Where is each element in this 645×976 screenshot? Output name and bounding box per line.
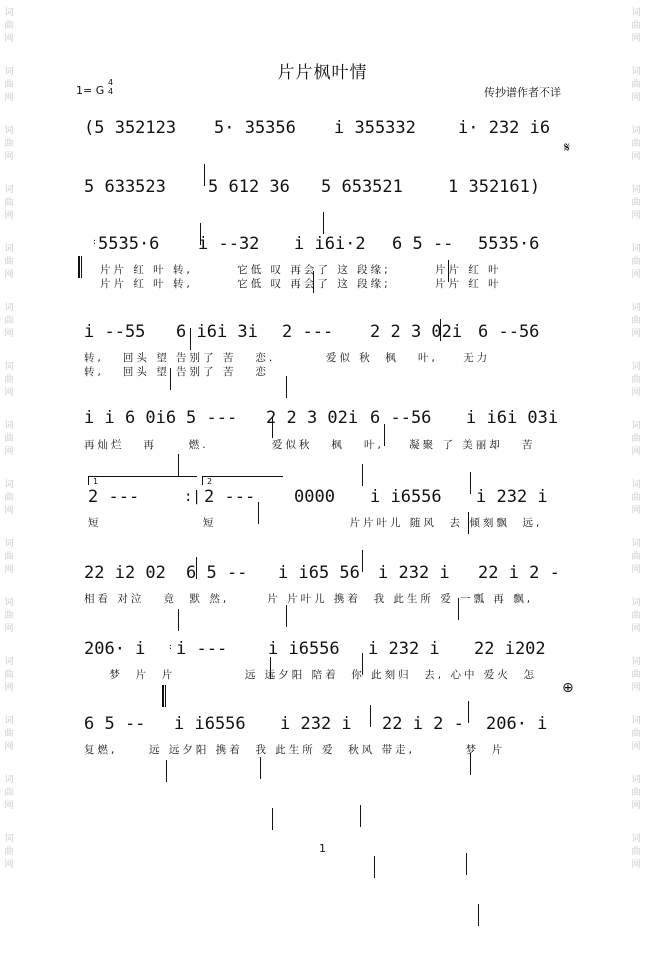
watermark-char: 网 [631,624,641,634]
measure: 206· i [84,639,146,659]
barline [272,808,273,830]
watermark-char: 网 [4,152,14,162]
watermark-char: 曲 [4,21,14,31]
watermark-char: 词 [4,185,14,195]
measure: i 355332 [334,118,416,138]
lyric-line: 转, 回头 望 告别了 苦 恋 [84,366,269,378]
watermark-char: 网 [631,152,641,162]
measure: 1 352161) [448,177,541,197]
barline [466,853,467,875]
barline [362,550,363,572]
watermark-char: 网 [4,93,14,103]
watermark-char: 曲 [4,670,14,680]
watermark-char: 网 [4,565,14,575]
watermark-char: 曲 [631,611,641,621]
watermark-char: 词 [631,421,641,431]
notation-line-6 [0,485,548,509]
measure: 6 5 -- [186,563,248,583]
watermark-char: 词 [4,539,14,549]
watermark-char: 曲 [4,611,14,621]
watermark-char: 网 [4,624,14,634]
watermark-char: 网 [631,683,641,693]
barline [360,805,361,827]
measure: i 232 i [476,487,548,507]
repeat-end: :| [184,489,201,505]
watermark-char: 词 [631,716,641,726]
measure: 5535·6 [478,234,540,254]
watermark-char: 词 [631,657,641,667]
measure: 22 i2 02 [84,563,166,583]
barline [468,701,469,723]
watermark-char: 词 [4,657,14,667]
watermark-char: 词 [4,775,14,785]
barline [370,705,371,727]
measure: 6 --56 [370,408,432,428]
watermark-char: 网 [631,211,641,221]
watermark-char: 词 [631,8,641,18]
measure: 6 i6i 3i [176,322,258,342]
meter-top: 4 [108,78,114,87]
watermark-char: 曲 [631,316,641,326]
watermark-char: 曲 [631,552,641,562]
watermark-char: 词 [631,126,641,136]
watermark-char: 词 [631,185,641,195]
measure: i --- [176,639,228,659]
watermark-char: 曲 [4,316,14,326]
watermark-char: 曲 [4,257,14,267]
watermark-char: 曲 [631,139,641,149]
watermark-char: 网 [631,447,641,457]
measure: i i6556 [174,714,246,734]
song-title: 片片枫叶情 [277,63,368,83]
measure: i i6i·2 [294,234,366,254]
barline [178,609,179,631]
repeat-start [162,685,166,707]
measure: i 232 i [368,639,440,659]
notation-line-9 [0,712,548,736]
barline [286,605,287,627]
watermark-char: 词 [631,598,641,608]
watermark-char: 曲 [4,139,14,149]
lyric-line: 转, 回头 望 告别了 苦 恋. 爱似 秋 枫 叶, 无力 [84,352,491,364]
watermark-char: 网 [4,34,14,44]
measure: 5 --- [186,408,238,428]
measure: 2 2 3 02i [370,322,463,342]
watermark-char: 词 [4,834,14,844]
watermark-char: 词 [631,539,641,549]
measure: 5 633523 [84,177,166,197]
watermark-char: 曲 [4,788,14,798]
watermark-char: 词 [631,244,641,254]
watermark-char: 词 [631,67,641,77]
measure: 22 i 2 - [478,563,560,583]
watermark-char: 词 [631,775,641,785]
watermark-char: 网 [631,270,641,280]
lyric-line: 相看 对泣 竟 默 然, 片 片叶儿 携着 我 此生所 爱 一瓢 再 飘, [84,593,534,605]
watermark-char: 曲 [4,847,14,857]
watermark-char: 词 [4,303,14,313]
measure: i 232 i [378,563,450,583]
watermark-char: 网 [631,742,641,752]
watermark-char: 曲 [4,434,14,444]
watermark-char: 曲 [631,80,641,90]
repeat-dots: : [92,237,97,246]
watermark-char: 词 [4,362,14,372]
measure: i i 6 0i6 [84,408,177,428]
watermark-char: 词 [4,67,14,77]
watermark-char: 网 [4,683,14,693]
notation-line-8 [0,637,546,661]
time-signature [108,78,113,96]
watermark-char: 词 [4,716,14,726]
watermark-char: 曲 [4,375,14,385]
measure: 2 2 3 02i [266,408,359,428]
watermark-char: 词 [631,303,641,313]
watermark-char: 词 [4,8,14,18]
watermark-char: 词 [631,834,641,844]
watermark-char: 网 [631,34,641,44]
measure: 5· 35356 [214,118,296,138]
watermark-char: 网 [4,447,14,457]
measure: i --32 [198,234,260,254]
coda-mark: ⊕ [562,680,574,696]
notation-line-3 [0,232,540,256]
watermark-char: 网 [4,270,14,280]
barline [286,376,287,398]
watermark-char: 曲 [631,198,641,208]
lyric-line: 片片 红 叶 转, 它低 叹 再会了 这 段缘; 片片 红 叶 [100,278,502,290]
volta-1: 1 [88,476,197,485]
score-author: 传抄谱作者不详 [484,86,561,99]
watermark-char: 词 [4,244,14,254]
notation-line-5 [0,406,559,430]
repeat-start [78,256,82,278]
measure: 2 --- [204,487,256,507]
measure: 5 653521 [321,177,403,197]
watermark-char: 网 [4,801,14,811]
lyric-line: 复燃, 远 远夕阳 携着 我 此生所 爱 秋风 带走, 梦 片 [84,744,506,756]
lyric-line: 片片 红 叶 转, 它低 叹 再会了 这 段缘; 片片 红 叶 [100,264,502,276]
watermark-char: 曲 [631,670,641,680]
barline [362,464,363,486]
lyric-line: 梦 片 片 远 远夕阳 陪着 你 此刻归 去, 心中 爱火 怎 [84,669,537,681]
watermark-char: 网 [631,565,641,575]
watermark-char: 网 [4,506,14,516]
measure: i i6556 [370,487,442,507]
measure: i i6i 03i [466,408,559,428]
key-signature: 1= G [76,84,105,97]
measure: 5 612 36 [208,177,290,197]
meter-bottom: 4 [108,87,114,96]
measure: 6 5 -- [392,234,454,254]
watermark-char: 网 [4,388,14,398]
barline [374,856,375,878]
notation-line-7 [0,561,560,585]
watermark-char: 网 [4,329,14,339]
watermark-char: 曲 [4,552,14,562]
watermark-char: 曲 [631,257,641,267]
measure: i i65 56 [278,563,360,583]
watermark-char: 词 [4,421,14,431]
barline [166,760,167,782]
measure: 6 --56 [478,322,540,342]
repeat-dots: : [168,642,173,651]
watermark-right [627,0,645,891]
watermark-char: 网 [4,742,14,752]
volta-2: 2 [202,476,283,485]
barline [470,472,471,494]
watermark-char: 网 [631,388,641,398]
watermark-char: 曲 [631,788,641,798]
watermark-char: 词 [4,126,14,136]
measure: 2 --- [282,322,334,342]
measure: 6 5 -- [84,714,146,734]
watermark-char: 网 [631,329,641,339]
watermark-char: 网 [631,506,641,516]
watermark-char: 曲 [4,493,14,503]
measure: i --55 [84,322,146,342]
notation-line-4 [0,320,540,344]
watermark-char: 曲 [631,434,641,444]
barline [178,454,179,476]
lyric-line: 短 短 片片叶儿 随风 去 倾刻飘 远, [88,517,543,529]
watermark-char: 网 [631,801,641,811]
lyric-line: 再灿烂 再 燃. 爱似秋 枫 叶, 凝聚 了 美丽却 苦 [84,439,536,451]
watermark-char: 曲 [4,729,14,739]
measure: 5535·6 [98,234,160,254]
measure: (5 352123 [84,118,177,138]
barline [478,904,479,926]
measure: 2 --- [88,487,140,507]
measure: 206· i [486,714,548,734]
measure: i· 232 i6 [458,118,551,138]
watermark-char: 网 [631,860,641,870]
notation-line-1 [0,116,551,140]
measure: 22 i202 [474,639,546,659]
watermark-char: 词 [4,598,14,608]
watermark-char: 曲 [631,375,641,385]
notation-line-2 [0,175,541,199]
watermark-char: 网 [4,211,14,221]
page-number: 1 [319,842,326,855]
measure: i 232 i [280,714,352,734]
watermark-char: 曲 [4,80,14,90]
measure: 22 i 2 - [382,714,464,734]
watermark-char: 曲 [631,493,641,503]
watermark-char: 词 [631,362,641,372]
watermark-char: 曲 [4,198,14,208]
watermark-char: 网 [4,860,14,870]
barline [260,757,261,779]
watermark-char: 词 [4,480,14,490]
watermark-char: 曲 [631,21,641,31]
measure: i i6556 [268,639,340,659]
watermark-char: 曲 [631,729,641,739]
segno-mark: 𝄋 [564,140,571,156]
watermark-char: 曲 [631,847,641,857]
watermark-char: 词 [631,480,641,490]
barline [204,164,205,186]
watermark-char: 网 [631,93,641,103]
barline [323,212,324,234]
measure: 0000 [294,487,335,507]
